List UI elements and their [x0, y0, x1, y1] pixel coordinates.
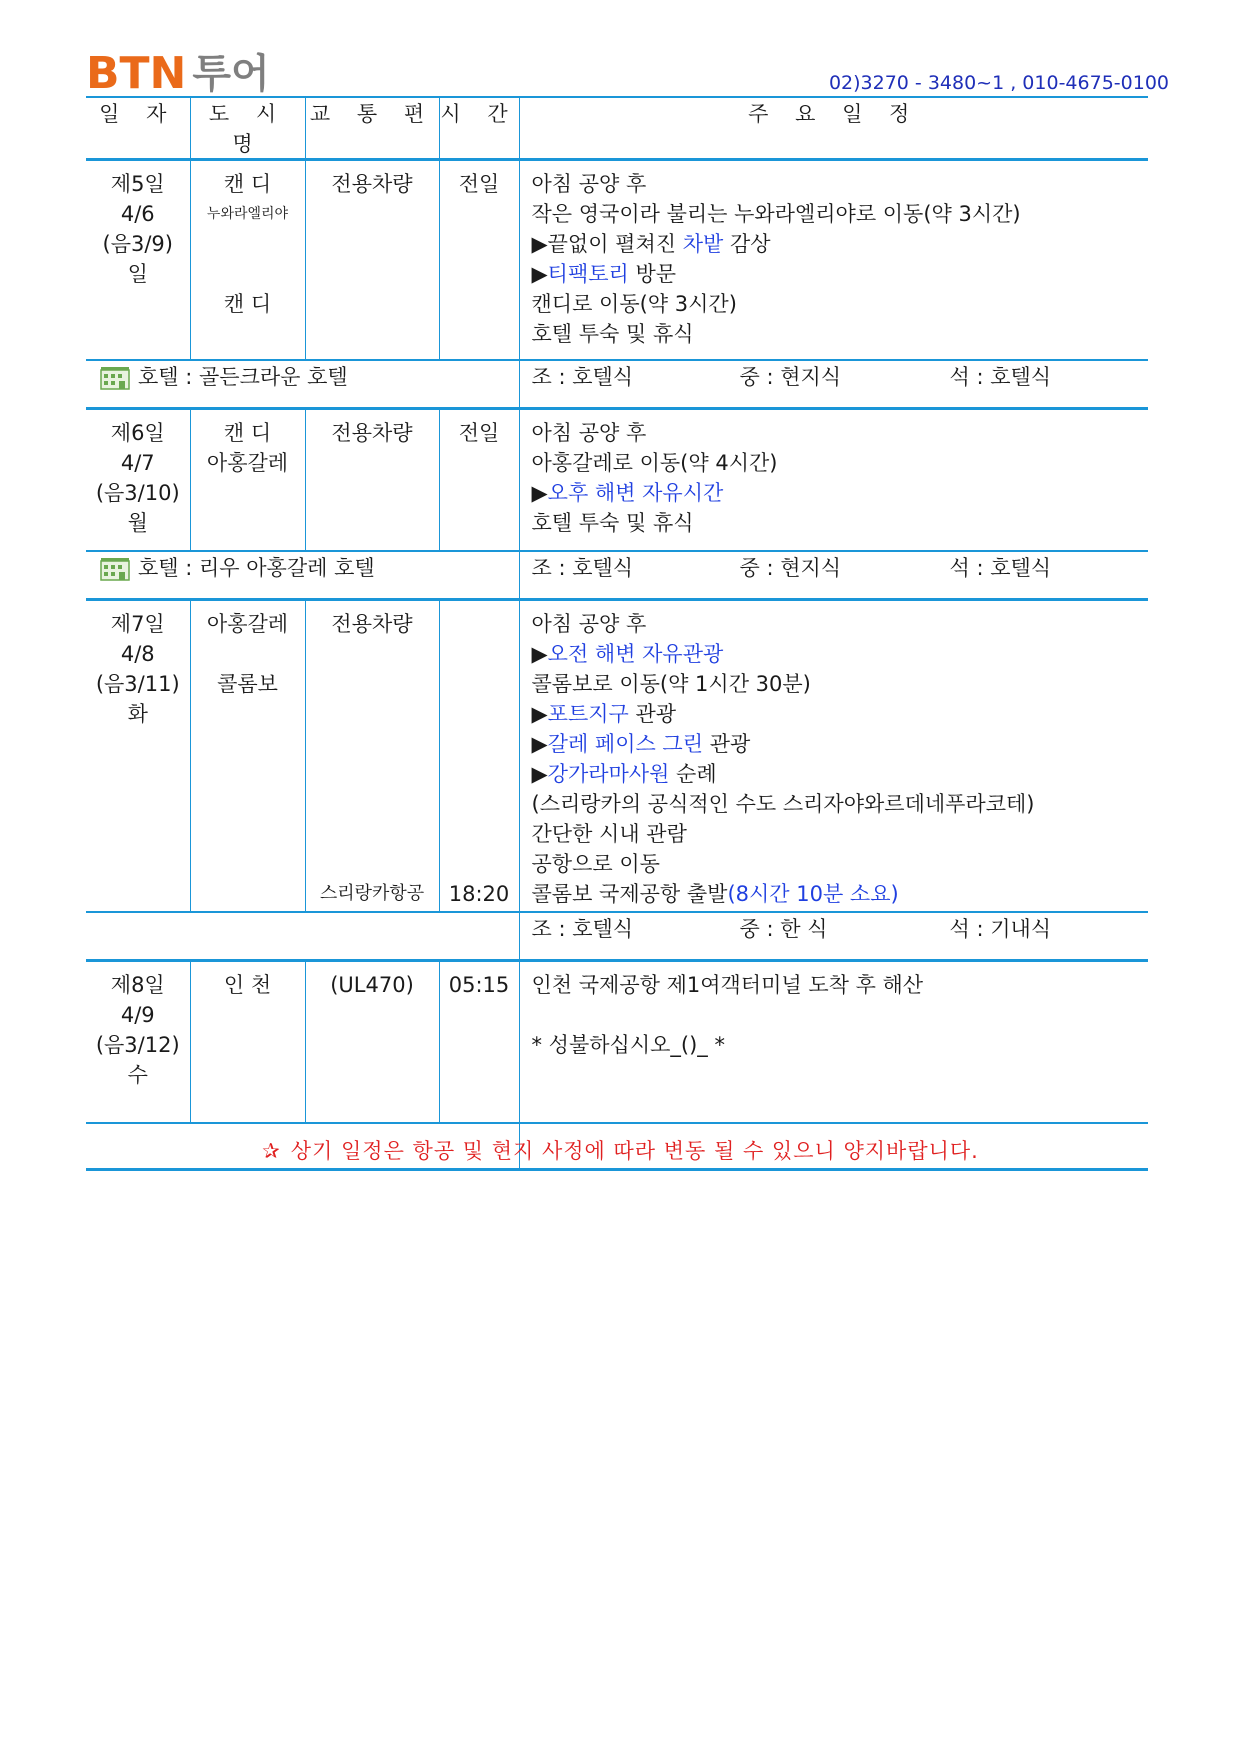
col-date: 일 자: [86, 98, 190, 160]
schedule-line: [532, 448, 1149, 478]
schedule-line: [532, 639, 1149, 669]
city-name: [191, 259, 305, 289]
schedule-text: ▶끝없이 펼쳐진: [531, 232, 683, 256]
schedule-line: [532, 508, 1149, 538]
schedule-text: 아침 공양 후: [531, 172, 647, 196]
day-label: (음3/9): [102, 232, 173, 256]
time-cell: [439, 600, 519, 913]
day-cell: [86, 961, 190, 1124]
logo-tour: 투어: [192, 51, 270, 97]
schedule-line: [532, 289, 1149, 319]
day-row: [86, 160, 1148, 361]
schedule-text: 인천 국제공항 제1여객터미널 도착 후 해산: [531, 973, 924, 997]
city-name: 아홍갈레: [206, 612, 289, 636]
schedule-text: 캔디로 이동(약 3시간): [531, 292, 737, 316]
day-label: (음3/10): [95, 481, 180, 505]
table-header: [86, 98, 1148, 160]
schedule-line: [532, 169, 1149, 199]
city-name: 캔 디: [223, 172, 272, 196]
transport-cell: [305, 961, 439, 1124]
schedule-text: 간단한 시내 관람: [531, 822, 687, 846]
notice-text: 상기 일정은 항공 및 현지 사정에 따라 변동 될 수 있으니 양지바랍니다.: [290, 1139, 979, 1163]
airline-label: 스리랑카항공: [319, 883, 425, 904]
day-label: 수: [127, 1063, 148, 1087]
city-name: 아홍갈레: [206, 451, 289, 475]
day-cell: [86, 409, 190, 552]
schedule-text: 작은 영국이라 불리는 누와라엘리야로 이동(약 3시간): [531, 202, 1021, 226]
highlight-text: 티팩토리: [547, 262, 629, 286]
meals-cell: [519, 912, 1148, 961]
schedule-text: 아침 공양 후: [531, 421, 647, 445]
time-label: 전일: [458, 172, 500, 196]
col-city: 도 시 명: [190, 98, 305, 160]
schedule-text: (스리랑카의 공식적인 수도 스리자야와르데네푸라코테): [531, 792, 1035, 816]
day-row: [86, 961, 1148, 1124]
highlight-text: 강가라마사원: [547, 762, 670, 786]
day-label: 화: [127, 702, 148, 726]
city-cell: [190, 409, 305, 552]
transport-cell: [305, 600, 439, 913]
schedule-line: [532, 418, 1149, 448]
city-name: [191, 639, 305, 669]
transport-label: 전용차량: [331, 421, 413, 445]
building-icon: [100, 557, 130, 581]
star-icon: ✰: [262, 1139, 281, 1163]
meals-cell: [519, 551, 1148, 600]
schedule-text: 아홍갈레로 이동(약 4시간): [531, 451, 778, 475]
day-label: 4/6: [120, 202, 155, 226]
schedule-line: [532, 970, 1149, 1000]
schedule-text: * 성불하십시오_()_ *: [531, 1033, 725, 1057]
meal-breakfast: 조 : 호텔식: [531, 365, 634, 389]
schedule-text: 관광: [628, 702, 677, 726]
city-name: 캔 디: [223, 292, 272, 316]
logo-brand: BTN: [86, 48, 187, 99]
meal-lunch: 중 : 한 식: [739, 917, 828, 941]
city-cell: [190, 961, 305, 1124]
phone-number: 02)3270 - 3480~1 , 010-4675-0100: [828, 72, 1169, 94]
schedule-line: [532, 259, 1149, 289]
schedule-line: [532, 789, 1149, 819]
meal-dinner: 석 : 호텔식: [949, 365, 1052, 389]
transport-label: (UL470): [330, 973, 414, 997]
schedule-line: [532, 1000, 1149, 1030]
highlight-text: 오전 해변 자유관광: [547, 642, 724, 666]
hotel-cell: [86, 551, 519, 600]
time-cell: [439, 409, 519, 552]
highlight-text: 오후 해변 자유시간: [547, 481, 724, 505]
day-label: 4/9: [120, 1003, 155, 1027]
schedule-text: 아침 공양 후: [531, 612, 647, 636]
schedule-cell: [519, 600, 1148, 913]
schedule-text: ▶: [531, 702, 548, 726]
day-label: 4/7: [120, 451, 155, 475]
schedule-text: 콜롬보 국제공항 출발: [531, 882, 728, 906]
time-cell: [439, 160, 519, 361]
schedule-line: [532, 759, 1149, 789]
day-row: [86, 600, 1148, 913]
transport-cell: [305, 409, 439, 552]
schedule-text: ▶: [531, 262, 548, 286]
day-cell: [86, 600, 190, 913]
schedule-line: [532, 849, 1149, 879]
schedule-cell: [519, 409, 1148, 552]
day-label: 월: [127, 511, 148, 535]
meal-breakfast: 조 : 호텔식: [531, 556, 634, 580]
col-schedule: 주 요 일 정: [519, 98, 1148, 160]
hotel-name: 호텔 : 골든크라운 호텔: [138, 365, 348, 389]
schedule-line: [532, 729, 1149, 759]
highlight-text: 포트지구: [547, 702, 629, 726]
time-cell: [439, 961, 519, 1124]
schedule-text: ▶: [531, 642, 548, 666]
meal-lunch: 중 : 현지식: [739, 365, 842, 389]
col-transport: 교 통 편: [305, 98, 439, 160]
departure-time: 18:20: [448, 882, 510, 906]
hotel-meal-row: [86, 551, 1148, 600]
hotel-meal-row: [86, 360, 1148, 409]
meal-dinner: 석 : 호텔식: [949, 556, 1052, 580]
day-label: 제6일: [110, 421, 165, 445]
transport-label: 전용차량: [331, 612, 413, 636]
schedule-cell: [519, 160, 1148, 361]
schedule-line: [532, 229, 1149, 259]
day-label: 4/8: [120, 642, 155, 666]
schedule-line: [532, 669, 1149, 699]
schedule-text: 순례: [669, 762, 717, 786]
transport-label: 전용차량: [331, 172, 413, 196]
schedule-text: 공항으로 이동: [531, 852, 660, 876]
day-label: (음3/11): [95, 672, 180, 696]
schedule-cell: [519, 961, 1148, 1124]
city-cell: [190, 600, 305, 913]
highlight-text: (8시간 10분 소요): [727, 882, 899, 906]
city-name: 인 천: [223, 973, 272, 997]
schedule-line: [532, 819, 1149, 849]
schedule-text: ▶: [531, 762, 548, 786]
col-time: 시 간: [439, 98, 519, 160]
day-cell: [86, 160, 190, 361]
day-label: 제7일: [110, 612, 165, 636]
day-label: 제5일: [110, 172, 165, 196]
meal-dinner: 석 : 기내식: [949, 917, 1052, 941]
city-name: [191, 229, 305, 259]
schedule-text: 관광: [703, 732, 751, 756]
city-cell: [190, 160, 305, 361]
day-row: [86, 409, 1148, 552]
city-name: 누와라엘리야: [206, 206, 289, 222]
schedule-text: 호텔 투숙 및 휴식: [531, 511, 694, 535]
highlight-text: 차밭: [682, 232, 724, 256]
schedule-line: [532, 609, 1149, 639]
meal-breakfast: 조 : 호텔식: [531, 917, 634, 941]
day-label: 일: [127, 262, 148, 286]
schedule-text: ▶: [531, 732, 548, 756]
schedule-text: 호텔 투숙 및 휴식: [531, 322, 694, 346]
schedule-text: 콜롬보로 이동(약 1시간 30분): [531, 672, 811, 696]
time-label: 05:15: [448, 973, 510, 997]
city-name: 캔 디: [223, 421, 272, 445]
transport-cell: [305, 160, 439, 361]
schedule-line: [532, 879, 1149, 909]
schedule-text: 감상: [723, 232, 771, 256]
schedule-line: [532, 478, 1149, 508]
meal-lunch: 중 : 현지식: [739, 556, 842, 580]
building-icon: [100, 366, 130, 390]
schedule-text: ▶: [531, 481, 548, 505]
highlight-text: 갈레 페이스 그린: [547, 732, 704, 756]
hotel-cell: [86, 912, 519, 961]
itinerary-table: [86, 98, 1148, 1171]
company-logo: [86, 48, 270, 99]
city-name: 콜롬보: [217, 672, 278, 696]
schedule-text: 방문: [628, 262, 677, 286]
day-label: (음3/12): [95, 1033, 180, 1057]
day-label: 제8일: [110, 973, 165, 997]
notice: [0, 1135, 1241, 1165]
hotel-meal-row: [86, 912, 1148, 961]
schedule-line: [532, 1030, 1149, 1060]
time-label: 전일: [458, 421, 500, 445]
schedule-line: [532, 319, 1149, 349]
schedule-line: [532, 199, 1149, 229]
hotel-cell: [86, 360, 519, 409]
schedule-line: [532, 699, 1149, 729]
hotel-name: 호텔 : 리우 아홍갈레 호텔: [138, 556, 375, 580]
meals-cell: [519, 360, 1148, 409]
